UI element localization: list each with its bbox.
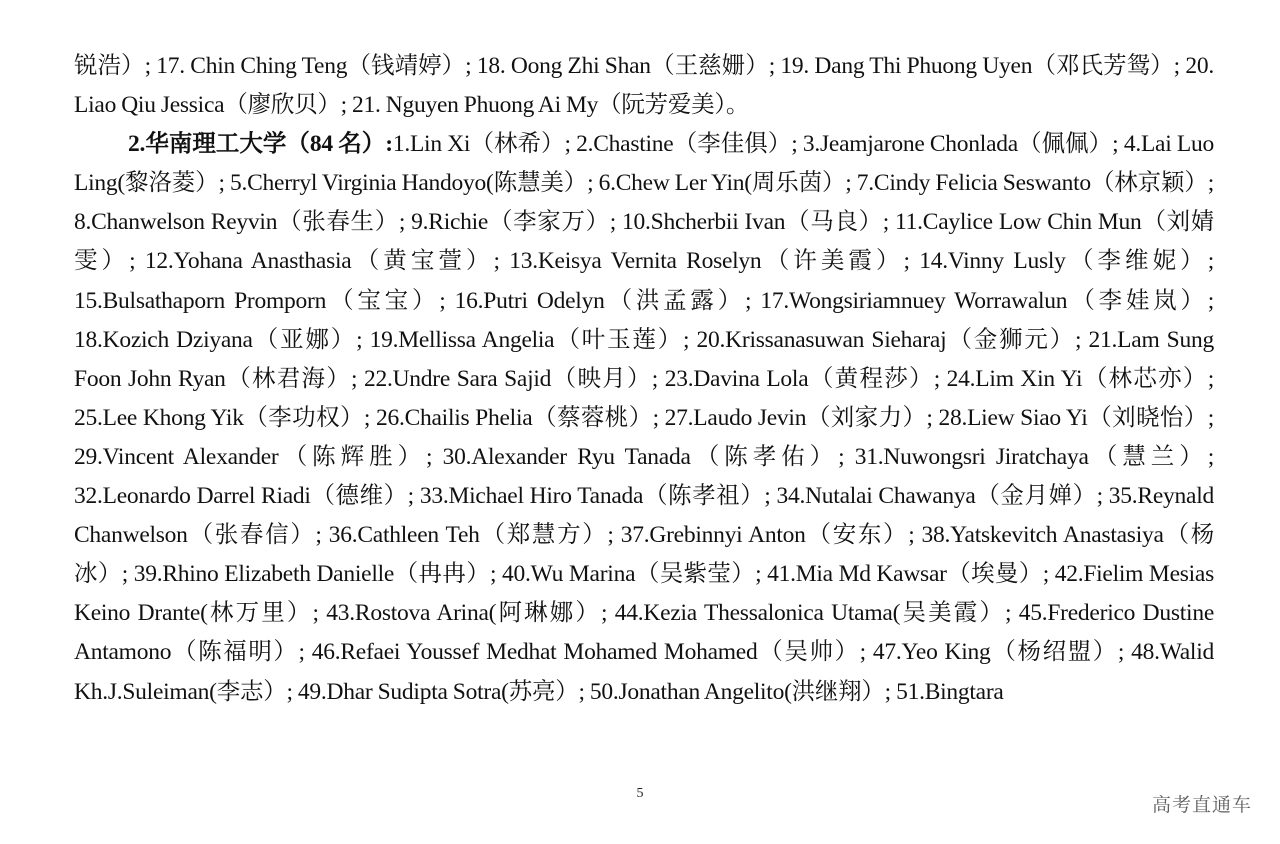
section-paragraph [74,125,1214,711]
watermark-text: 高考直通车 [1151,794,1252,816]
intro-paragraph: 锐浩）; 17. Chin Ching Teng（钱靖婷）; 18. Oong Zhi Shan（王慈姗）; 19. Dang Thi Phuong Uyen（邓氏芳鸳）; 20. Liao Qiu Jessica（廖欣贝）; 21. Nguyen Phuong Ai My（阮芳爱美）。 [74,53,1214,119]
document-body [74,47,1214,712]
page-number: 5 [636,786,644,801]
section-name-list: 1.Lin Xi（林希）; 2.Chastine（李佳俱）; 3.Jeamjarone Chonlada（佩佩）; 4.Lai Luo Ling(黎洛菱）; 5.Cherryl Virginia Handoyo(陈慧美）; 6.Chew Ler Yin(周乐茵）; 7.Cindy Felicia Seswanto（林京颖）; 8.Chanwelson Reyvin（张春生）; 9.Richie（李家万）; 10.Shcherbii Ivan（马良）; 11.Caylice Low Chin Mun（刘婧雯）; 12.Yohana Anasthasia（黄宝萱）; 13.Keisya Vernita Roselyn（许美霞）; 14.Vinny Lusly（李维妮）; 15.Bulsathaporn Promporn（宝宝）; 16.Putri Odelyn（洪孟露）; 17.Wongsiriamnuey Worrawalun（李娃岚）; 18.Kozich Dziyana（亚娜）; 19.Mellissa Angelia（叶玉莲）; 20.Krissanasuwan Sieharaj（金狮元）; 21.Lam Sung Foon John Ryan（林君海）; 22.Undre Sara Sajid（映月）; 23.Davina Lola（黄程莎）; 24.Lim Xin Yi（林芯亦）; 25.Lee Khong Yik（李功权）; 26.Chailis Phelia（蔡蓉桃）; 27.Laudo Jevin（刘家力）; 28.Liew Siao Yi（刘晓怡）; 29.Vincent Alexander（陈辉胜）; 30.Alexander Ryu Tanada（陈孝佑）; 31.Nuwongsri Jiratchaya（慧兰）; 32.Leonardo Darrel Riadi（德维）; 33.Michael Hiro Tanada（陈孝祖）; 34.Nutalai Chawanya（金月婵）; 35.Reynald Chanwelson（张春信）; 36.Cathleen Teh（郑慧方）; 37.Grebinnyi Anton（安东）; 38.Yatskevitch Anastasiya（杨冰）; 39.Rhino Elizabeth Danielle（冉冉）; 40.Wu Marina（吴紫莹）; 41.Mia Md Kawsar（埃曼）; 42.Fielim Mesias Keino Drante(林万里）; 43.Rostova Arina(阿琳娜）; 44.Kezia Thessalonica Utama(吴美霞）; 45.Frederico Dustine Antamono（陈福明）; 46.Refaei Youssef Medhat Mohamed Mohamed（吴帅）; 47.Yeo King（杨绍盟）; 48.Walid Kh.J.Suleiman(李志）; 49.Dhar Sudipta Sotra(苏亮）; 50.Jonathan Angelito(洪继翔）; 51.Bingtara [74,131,1215,705]
section-heading: 2.华南理工大学（84 名）: [128,131,393,158]
